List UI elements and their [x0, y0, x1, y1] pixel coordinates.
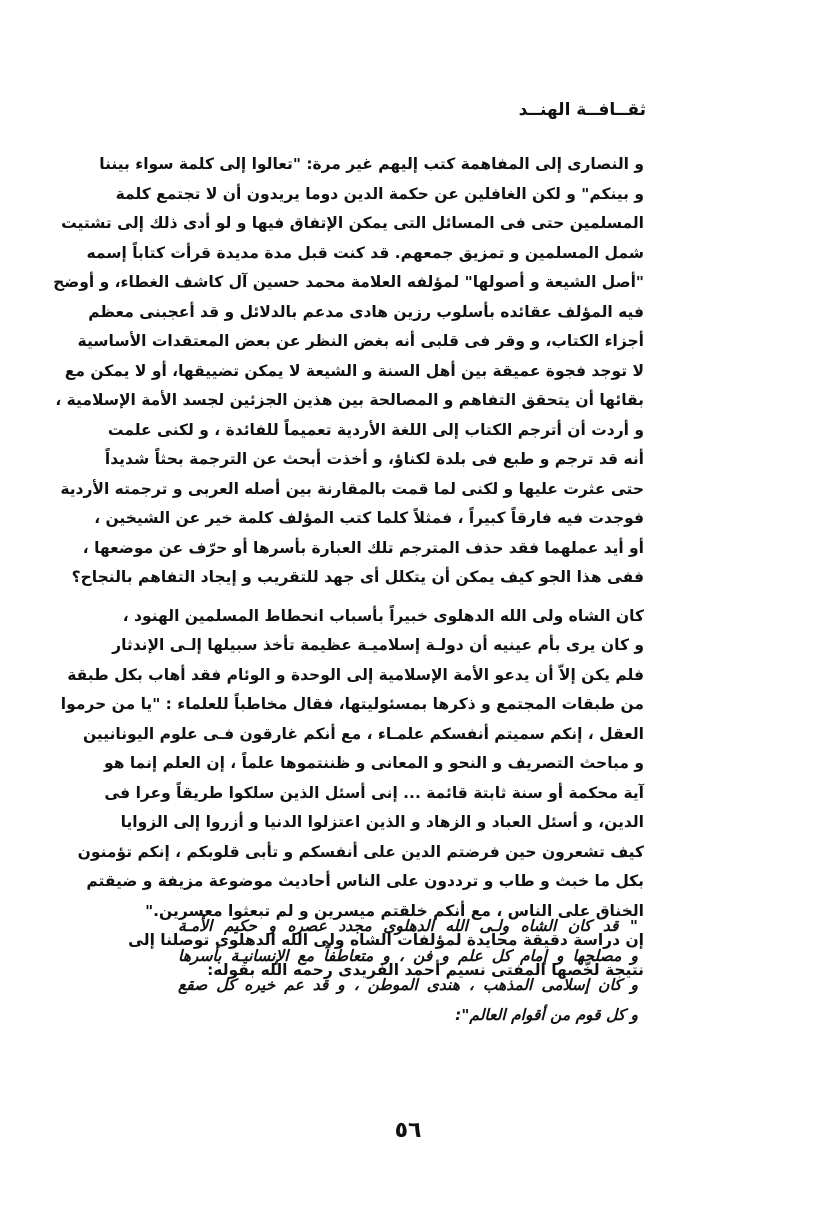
text-line: لا توجد فجوة عميقة بين أهل السنة و الشيعة لا يمكن تضييقها، أو لا يمكن مع — [64, 361, 644, 380]
text-line: أجزاء الكتاب، و وقر فى قلبى أنه بغض النظر عن بعض المعتقدات الأساسية — [77, 332, 644, 350]
quote-line: و كل قوم من أقوام العالم": — [455, 1005, 638, 1024]
text-line: "أصل الشيعة و أصولها" لمؤلفه العلامة محمد حسين آل كاشف الغطاء، و أوضح — [53, 273, 644, 291]
block-quote — [178, 912, 638, 1030]
paragraph — [53, 150, 644, 593]
text-line: كيف تشعرون حين فرضتم الدين على أنفسكم و تأبى قلوبكم ، إنكم تؤمنون — [77, 842, 644, 861]
quote-line: و كان إسلامى المذهب ، هندى الموطن ، و قد عم خيره كل صقع — [178, 976, 638, 994]
text-line: الخناق على الناس ، مع أنكم خلقتم ميسرين و لم تبعثوا معسرين." — [145, 901, 644, 920]
text-line: حتى عثرت عليها و لكنى لما قمت بالمقارنة بين أصله العربى و ترجمته الأردية — [60, 479, 644, 498]
text-line: أنه قد ترجم و طبع فى بلدة لكناؤ، و أخذت أبحث عن الترجمة بحثاً شديداً — [104, 450, 644, 468]
text-line: إن دراسة دقيقة محايدة لمؤلفات الشاه ولى الله الدهلوى توصلنا إلى — [128, 931, 644, 949]
text-line: فيه المؤلف عقائده بأسلوب رزين هادى مدعم بالدلائل و قد أعجبنى معظم — [88, 302, 644, 321]
text-line: المسلمين حتى فى المسائل التى يمكن الإتفاق فيها و لو أدى ذلك إلى تشتيت — [61, 214, 644, 232]
paragraph — [60, 602, 644, 927]
text-line: فوجدت فيه فارقاً كبيراً ، فمثلاً كلما كتب المؤلف كلمة خير عن الشيخين ، — [94, 509, 644, 527]
text-line: و كان يرى بأم عينيه أن دولـة إسلاميـة عظيمة تأخذ سبيلها إلـى الإندثار — [112, 636, 644, 654]
text-line: و بينكم" و لكن الغافلين عن حكمة الدين دوما يريدون أن لا تجتمع كلمة — [115, 184, 644, 203]
text-line: و أردت أن أترجم الكتاب إلى اللغة الأردية تعميماً للفائدة ، و لكنى علمت — [107, 420, 644, 439]
quote-line: " قد كان الشاه ولـى الله الدهلوى مجدد عصره و حكيم الأمـة — [178, 917, 638, 935]
quote-line: و مصلحها و إمام كل علم و فن ، و متعاطفاً مع الإنسانيـة بأسرها — [178, 946, 638, 965]
running-header: ثقــافــة الهنــد — [518, 100, 646, 120]
text-line: نتيجة لخّصها المفتى نسيم أحمد الفريدى رحمه الله بقوله: — [207, 960, 644, 979]
text-line: و مباحث التصريف و النحو و المعانى و ظننتموها علماً ، إن العلم إنما هو — [104, 754, 644, 772]
body-text — [53, 150, 644, 985]
paragraph-gap — [164, 593, 644, 602]
text-line: شمل المسلمين و تمزيق جمعهم. قد كنت قبل مدة مديدة قرأت كتاباً إسمه — [86, 243, 644, 262]
text-line: كان الشاه ولى الله الدهلوى خبيراً بأسباب انحطاط المسلمين الهنود ، — [122, 606, 644, 625]
text-line: العقل ، إنكم سميتم أنفسكم علمـاء ، مع أنكم غارقون فـى علوم اليونانيين — [82, 724, 644, 743]
text-line: ففى هذا الجو كيف يمكن أن يتكلل أى جهد للتقريب و إيجاد التفاهم بالنجاح؟ — [71, 568, 644, 586]
text-line: أو أيد عملهما فقد حذف المترجم تلك العبارة بأسرها أو حرّف عن موضعها ، — [82, 538, 644, 557]
text-line: من طبقات المجتمع و ذكرها بمسئوليتها، فقال مخاطباً للعلماء : "يا من حرموا — [60, 695, 644, 713]
text-line: آية محكمة أو سنة ثابتة قائمة ... إنى أسئل الذين سلكوا طريقاً وعرا فى — [104, 783, 644, 802]
text-line: و النصارى إلى المفاهمة كتب إليهم غير مرة: "تعالوا إلى كلمة سواء بيننا — [99, 155, 644, 173]
page-number: ٥٦ — [394, 1118, 422, 1143]
text-line: فلم يكن إلاّ أن يدعو الأمة الإسلامية إلى الوحدة و الوئام فقد أهاب بكل طبقة — [67, 665, 644, 684]
text-line: بكل ما خبث و طاب و ترددون على الناس أحاديث موضوعة مزيفة و ضيقتم — [86, 872, 644, 890]
text-line: بقائها أن يتحقق التفاهم و المصالحة بين هذين الجزئين لجسد الأمة الإسلامية ، — [55, 391, 644, 409]
text-line: الدين، و أسئل العباد و الزهاد و الذين اعتزلوا الدنيا و أزروا إلى الزوايا — [120, 813, 644, 831]
